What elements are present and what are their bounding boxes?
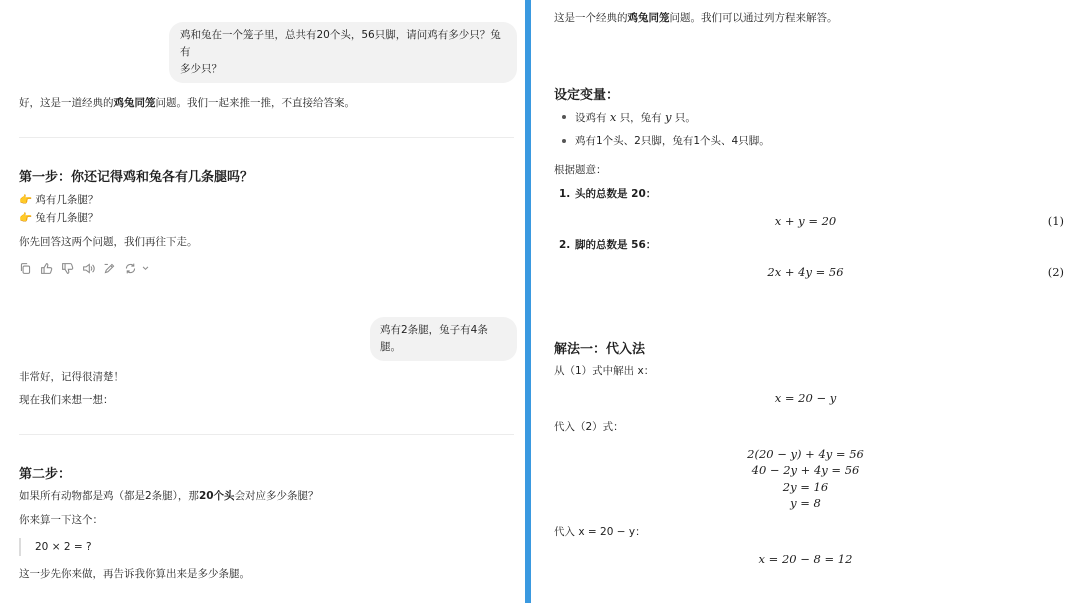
bullet-legs-info: 鸡有1个头、2只脚，兔有1个头、4只脚。 <box>575 135 770 147</box>
user-message-text-line2: 多少只？ <box>180 63 222 75</box>
regenerate-icon[interactable] <box>124 262 137 275</box>
item1-number: 1. <box>559 188 571 200</box>
item2-feet-total: 脚的总数是 56： <box>575 239 657 251</box>
item1-heads-total: 头的总数是 20： <box>575 188 657 200</box>
step2-question-suffix: 会对应多少条腿？ <box>234 490 319 502</box>
user-message-2-text: 鸡有2条腿，兔子有4条腿。 <box>380 324 488 353</box>
variables-heading: 设定变量： <box>554 88 620 103</box>
var-x: x <box>609 110 617 124</box>
equation-step-4: y = 8 <box>790 496 821 510</box>
step2-question-bold: 20个头 <box>198 490 235 502</box>
substitute-into-eq2: 代入（2）式： <box>554 421 624 433</box>
solve-from-eq1: 从（1）式中解出 x： <box>554 365 655 377</box>
speaker-icon[interactable] <box>82 262 95 275</box>
var-y: y <box>665 110 672 124</box>
bullet-dot <box>562 115 566 119</box>
divider <box>19 434 514 435</box>
bullet1-text-b: 只，兔有 <box>619 112 662 124</box>
reply-intro-bold: 鸡兔同笼 <box>113 97 156 109</box>
solution-intro-text: 这是一个经典的 <box>554 12 628 24</box>
equation-step-2: 40 − 2y + 4y = 56 <box>751 463 860 477</box>
equation-x-in-terms-of-y: x = 20 − y <box>774 391 837 405</box>
bullet-dot <box>562 139 566 143</box>
reply-intro-text: 好，这是一道经典的 <box>19 97 114 109</box>
chevron-down-icon[interactable] <box>139 262 148 275</box>
item2-number: 2. <box>559 239 571 251</box>
equation-step-3: 2y = 16 <box>782 480 829 494</box>
solution-intro <box>554 10 838 26</box>
step1-note: 你先回答这两个问题，我们再往下走。 <box>19 236 198 248</box>
equation-2-number: (2) <box>1047 265 1064 279</box>
solution-intro-suffix: 问题。我们可以通过列方程来解答。 <box>669 12 838 24</box>
user-message-text-line1: 鸡和兔在一个笼子里，总共有20个头，56只脚，请问鸡有多少只？兔有 <box>180 29 501 58</box>
user-message-bubble-2 <box>370 317 517 361</box>
reply2-line1: 非常好，记得很清楚！ <box>19 371 124 383</box>
copy-icon[interactable] <box>19 262 32 275</box>
user-message-bubble <box>169 22 517 83</box>
solution-intro-bold: 鸡兔同笼 <box>627 12 670 24</box>
step1-heading: 第一步：你还记得鸡和兔各有几条腿吗？ <box>19 170 254 185</box>
substitute-x: 代入 x = 20 − y： <box>554 526 646 538</box>
bullet1-text-a: 设鸡有 <box>575 112 607 124</box>
question-chicken-legs: 👉 鸡有几条腿？ <box>19 194 99 206</box>
equation-x-result: x = 20 − 8 = 12 <box>758 552 853 566</box>
reply-intro-suffix: 问题。我们一起来推一推，不直接给答案。 <box>155 97 355 109</box>
equation-step-1: 2(20 − y) + 4y = 56 <box>747 447 864 461</box>
thumbs-down-icon[interactable] <box>61 262 74 275</box>
blockquote-bar <box>19 538 21 556</box>
edit-icon[interactable] <box>103 262 116 275</box>
bullet-define-vars <box>575 109 696 126</box>
step2-question <box>19 488 319 504</box>
calc-quote: 20 × 2 = ? <box>35 541 92 553</box>
equation-1-number: (1) <box>1047 214 1064 228</box>
left-chat-pane <box>0 0 525 603</box>
calc-prompt: 你来算一下这个： <box>19 514 103 526</box>
by-problem-label: 根据题意： <box>554 164 607 176</box>
right-chat-pane <box>531 0 1080 603</box>
method-heading: 解法一：代入法 <box>554 342 646 357</box>
step2-question-prefix: 如果所有动物都是鸡（都是2条腿），那 <box>19 490 199 502</box>
step2-heading: 第二步： <box>19 467 72 482</box>
divider <box>19 137 514 138</box>
bullet1-text-c: 只。 <box>674 112 696 124</box>
assistant-reply-intro <box>19 95 355 111</box>
reply2-line2: 现在我们来想一想： <box>19 394 114 406</box>
message-actions <box>19 262 148 275</box>
step2-note: 这一步先你来做，再告诉我你算出来是多少条腿。 <box>19 568 250 580</box>
equation-2: 2x + 4y = 56 <box>767 265 844 279</box>
thumbs-up-icon[interactable] <box>40 262 53 275</box>
question-rabbit-legs: 👉 兔有几条腿？ <box>19 212 99 224</box>
equation-1: x + y = 20 <box>774 214 837 228</box>
